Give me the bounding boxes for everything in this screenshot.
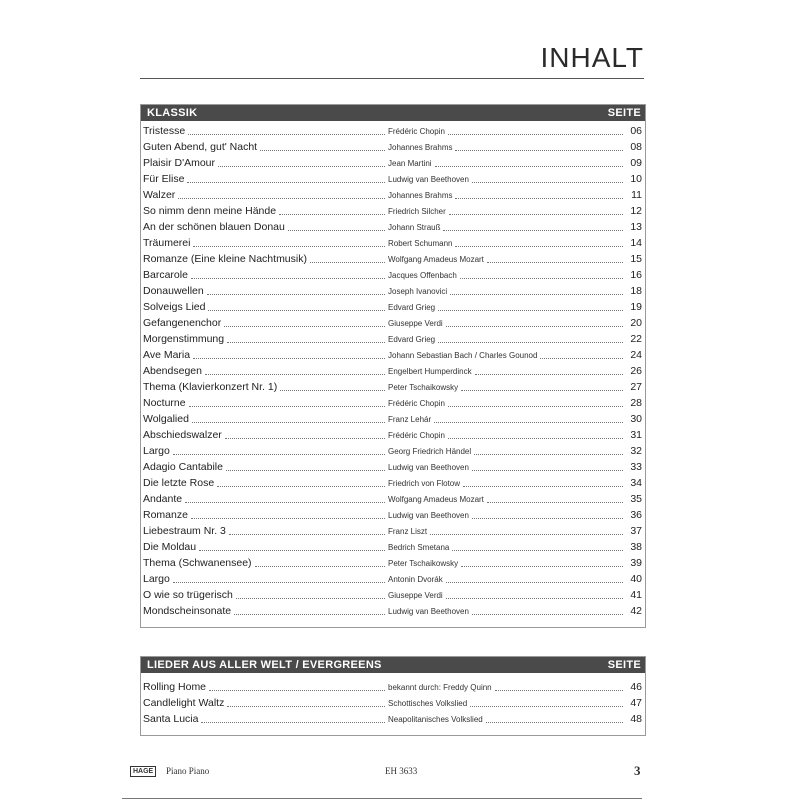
toc-list xyxy=(141,673,645,727)
dot-leader xyxy=(255,566,385,567)
dot-leader xyxy=(178,198,385,199)
dot-leader xyxy=(189,406,385,407)
toc-row xyxy=(143,555,642,571)
composer: Edvard Grieg xyxy=(388,302,436,312)
page-number: 3 xyxy=(634,763,641,778)
toc-row xyxy=(143,571,642,587)
dot-leader xyxy=(173,582,385,583)
composer-column xyxy=(388,397,642,409)
dot-leader xyxy=(201,722,385,723)
page-footer xyxy=(0,763,800,786)
toc-row xyxy=(143,491,642,507)
page-ref: 14 xyxy=(630,237,642,249)
piece-title: Largo xyxy=(143,445,170,457)
composer: Jacques Offenbach xyxy=(388,270,457,280)
series-name: Piano Piano xyxy=(166,766,210,776)
page-ref: 19 xyxy=(630,301,642,313)
composer: Engelbert Humperdinck xyxy=(388,366,472,376)
dot-leader xyxy=(472,470,623,471)
section-klassik xyxy=(140,104,646,628)
bottom-rule xyxy=(122,798,642,799)
dot-leader xyxy=(229,534,385,535)
toc-row xyxy=(143,123,642,139)
composer-column xyxy=(388,429,642,441)
page-ref: 16 xyxy=(630,269,642,281)
title-column xyxy=(143,237,388,249)
dot-leader xyxy=(461,566,623,567)
composer: Johannes Brahms xyxy=(388,142,453,152)
page-ref: 15 xyxy=(630,253,642,265)
dot-leader xyxy=(434,422,623,423)
toc-row xyxy=(143,331,642,347)
dot-leader xyxy=(224,326,385,327)
dot-leader xyxy=(472,518,623,519)
toc-row xyxy=(143,459,642,475)
piece-title: Santa Lucia xyxy=(143,713,199,725)
toc-row xyxy=(143,679,642,695)
section-header xyxy=(141,105,645,121)
piece-title: Romanze (Eine kleine Nachtmusik) xyxy=(143,253,307,265)
title-divider xyxy=(140,78,644,79)
composer-column xyxy=(388,697,642,709)
composer-column xyxy=(388,237,642,249)
title-column xyxy=(143,365,388,377)
composer-column xyxy=(388,173,642,185)
page-ref: 35 xyxy=(630,493,642,505)
composer-column xyxy=(388,477,642,489)
title-column xyxy=(143,493,388,505)
piece-title: Romanze xyxy=(143,509,188,521)
title-column xyxy=(143,605,388,617)
dot-leader xyxy=(209,690,385,691)
title-column xyxy=(143,301,388,313)
composer: Neapolitanisches Volkslied xyxy=(388,714,483,724)
page-ref: 08 xyxy=(630,141,642,153)
section-lieder xyxy=(140,656,646,736)
piece-title: Largo xyxy=(143,573,170,585)
composer: Johann Strauß xyxy=(388,222,441,232)
composer-column xyxy=(388,317,642,329)
dot-leader xyxy=(487,502,623,503)
title-column xyxy=(143,541,388,553)
composer-column xyxy=(388,381,642,393)
piece-title: Guten Abend, gut' Nacht xyxy=(143,141,258,153)
composer: Wolfgang Amadeus Mozart xyxy=(388,494,484,504)
composer-column xyxy=(388,541,642,553)
page-ref: 33 xyxy=(630,461,642,473)
composer: Ludwig van Beethoven xyxy=(388,174,469,184)
toc-row xyxy=(143,203,642,219)
composer: Frédéric Chopin xyxy=(388,430,445,440)
piece-title: Die Moldau xyxy=(143,541,197,553)
piece-title: Adagio Cantabile xyxy=(143,461,223,473)
composer: Johannes Brahms xyxy=(388,190,453,200)
title-column xyxy=(143,557,388,569)
toc-row xyxy=(143,427,642,443)
page-ref: 34 xyxy=(630,477,642,489)
dot-leader xyxy=(495,690,623,691)
dot-leader xyxy=(455,246,623,247)
page-ref: 31 xyxy=(630,429,642,441)
composer: Peter Tschaikowsky xyxy=(388,382,459,392)
composer: Ludwig van Beethoven xyxy=(388,462,469,472)
title-column xyxy=(143,381,388,393)
dot-leader xyxy=(446,582,623,583)
toc-row xyxy=(143,267,642,283)
piece-title: Für Elise xyxy=(143,173,185,185)
dot-leader xyxy=(260,150,385,151)
page-ref: 47 xyxy=(630,697,642,709)
composer-column xyxy=(388,253,642,265)
dot-leader xyxy=(448,406,623,407)
page-ref: 36 xyxy=(630,509,642,521)
dot-leader xyxy=(207,294,385,295)
piece-title: Liebestraum Nr. 3 xyxy=(143,525,226,537)
page-ref: 37 xyxy=(630,525,642,537)
piece-title: An der schönen blauen Donau xyxy=(143,221,285,233)
title-column xyxy=(143,205,388,217)
title-column xyxy=(143,349,388,361)
toc-row xyxy=(143,539,642,555)
piece-title: Abendsegen xyxy=(143,365,202,377)
dot-leader xyxy=(191,278,385,279)
page-ref: 10 xyxy=(630,173,642,185)
composer: Joseph Ivanovici xyxy=(388,286,448,296)
toc-row xyxy=(143,219,642,235)
page-ref: 12 xyxy=(630,205,642,217)
piece-title: Abschiedswalzer xyxy=(143,429,222,441)
toc-row xyxy=(143,347,642,363)
piece-title: Gefangenenchor xyxy=(143,317,222,329)
piece-title: Barcarole xyxy=(143,269,188,281)
page-ref: 30 xyxy=(630,413,642,425)
piece-title: Thema (Schwanensee) xyxy=(143,557,252,569)
dot-leader xyxy=(446,326,623,327)
piece-title: Walzer xyxy=(143,189,176,201)
composer-column xyxy=(388,605,642,617)
toc-list xyxy=(141,121,645,619)
composer: Johann Sebastian Bach / Charles Gounod xyxy=(388,350,538,360)
title-column xyxy=(143,173,388,185)
toc-row xyxy=(143,475,642,491)
dot-leader xyxy=(448,438,623,439)
toc-row xyxy=(143,443,642,459)
composer-column xyxy=(388,333,642,345)
title-column xyxy=(143,333,388,345)
title-column xyxy=(143,269,388,281)
dot-leader xyxy=(218,166,385,167)
piece-title: Wolgalied xyxy=(143,413,189,425)
composer-column xyxy=(388,285,642,297)
composer-column xyxy=(388,413,642,425)
dot-leader xyxy=(487,262,623,263)
composer: Frédéric Chopin xyxy=(388,398,445,408)
dot-leader xyxy=(192,422,385,423)
dot-leader xyxy=(435,166,623,167)
dot-leader xyxy=(193,246,385,247)
piece-title: Mondscheinsonate xyxy=(143,605,232,617)
page-ref: 20 xyxy=(630,317,642,329)
title-column xyxy=(143,477,388,489)
toc-row xyxy=(143,523,642,539)
toc-row xyxy=(143,187,642,203)
title-column xyxy=(143,713,388,725)
title-column xyxy=(143,509,388,521)
page-ref: 22 xyxy=(630,333,642,345)
dot-leader xyxy=(199,550,385,551)
section-page-label: SEITE xyxy=(607,107,641,119)
dot-leader xyxy=(227,706,385,707)
toc-row xyxy=(143,587,642,603)
piece-title: Morgenstimmung xyxy=(143,333,225,345)
dot-leader xyxy=(475,374,623,375)
composer-column xyxy=(388,525,642,537)
composer: Giuseppe Verdi xyxy=(388,590,443,600)
composer: bekannt durch: Freddy Quinn xyxy=(388,682,492,692)
toc-row xyxy=(143,283,642,299)
page-ref: 13 xyxy=(630,221,642,233)
piece-title: Plaisir D'Amour xyxy=(143,157,216,169)
dot-leader xyxy=(185,502,385,503)
title-column xyxy=(143,397,388,409)
title-column xyxy=(143,697,388,709)
title-column xyxy=(143,157,388,169)
piece-title: Candlelight Waltz xyxy=(143,697,225,709)
title-column xyxy=(143,317,388,329)
piece-title: Solveigs Lied xyxy=(143,301,206,313)
composer: Giuseppe Verdi xyxy=(388,318,443,328)
dot-leader xyxy=(455,150,623,151)
piece-title: Tristesse xyxy=(143,125,186,137)
dot-leader xyxy=(288,230,385,231)
composer: Peter Tschaikowsky xyxy=(388,558,459,568)
composer-column xyxy=(388,189,642,201)
dot-leader xyxy=(470,706,623,707)
composer-column xyxy=(388,301,642,313)
composer: Antonin Dvorák xyxy=(388,574,443,584)
dot-leader xyxy=(461,390,623,391)
page-ref: 40 xyxy=(630,573,642,585)
composer-column xyxy=(388,141,642,153)
piece-title: Ave Maria xyxy=(143,349,191,361)
dot-leader xyxy=(455,198,623,199)
composer: Jean Martini xyxy=(388,158,432,168)
composer-column xyxy=(388,221,642,233)
page-ref: 06 xyxy=(630,125,642,137)
composer-column xyxy=(388,573,642,585)
dot-leader xyxy=(430,534,623,535)
page-ref: 46 xyxy=(630,681,642,693)
page-ref: 24 xyxy=(630,349,642,361)
dot-leader xyxy=(540,358,623,359)
dot-leader xyxy=(188,134,385,135)
dot-leader xyxy=(443,230,623,231)
title-column xyxy=(143,285,388,297)
dot-leader xyxy=(191,518,385,519)
page-ref: 11 xyxy=(631,189,642,201)
toc-row xyxy=(143,171,642,187)
dot-leader xyxy=(217,486,385,487)
composer: Ludwig van Beethoven xyxy=(388,606,469,616)
page-ref: 32 xyxy=(630,445,642,457)
dot-leader xyxy=(452,550,623,551)
composer-column xyxy=(388,589,642,601)
composer: Frédéric Chopin xyxy=(388,126,445,136)
page-ref: 26 xyxy=(630,365,642,377)
composer-column xyxy=(388,557,642,569)
composer: Georg Friedrich Händel xyxy=(388,446,472,456)
composer-column xyxy=(388,493,642,505)
dot-leader xyxy=(173,454,385,455)
toc-row xyxy=(143,155,642,171)
toc-row xyxy=(143,235,642,251)
title-column xyxy=(143,221,388,233)
dot-leader xyxy=(463,486,623,487)
page-title: INHALT xyxy=(540,42,644,73)
dot-leader xyxy=(472,614,623,615)
composer: Robert Schumann xyxy=(388,238,453,248)
title-column xyxy=(143,125,388,137)
composer-column xyxy=(388,681,642,693)
dot-leader xyxy=(310,262,385,263)
dot-leader xyxy=(225,438,385,439)
toc-row xyxy=(143,711,642,727)
page-ref: 18 xyxy=(630,285,642,297)
title-column xyxy=(143,573,388,585)
dot-leader xyxy=(187,182,385,183)
dot-leader xyxy=(193,358,385,359)
composer: Bedrich Smetana xyxy=(388,542,450,552)
page-ref: 38 xyxy=(630,541,642,553)
composer: Friedrich von Flotow xyxy=(388,478,461,488)
dot-leader xyxy=(208,310,385,311)
page-ref: 39 xyxy=(630,557,642,569)
toc-row xyxy=(143,315,642,331)
piece-title: Thema (Klavierkonzert Nr. 1) xyxy=(143,381,278,393)
piece-title: Andante xyxy=(143,493,183,505)
piece-title: O wie so trügerisch xyxy=(143,589,233,601)
page-ref: 48 xyxy=(630,713,642,725)
page-ref: 42 xyxy=(630,605,642,617)
composer: Friedrich Silcher xyxy=(388,206,446,216)
title-column xyxy=(143,589,388,601)
section-header xyxy=(141,657,645,673)
toc-row xyxy=(143,395,642,411)
dot-leader xyxy=(280,390,385,391)
title-column xyxy=(143,445,388,457)
section-page-label: SEITE xyxy=(607,659,641,671)
toc-row xyxy=(143,603,642,619)
page-ref: 41 xyxy=(630,589,642,601)
composer-column xyxy=(388,713,642,725)
dot-leader xyxy=(236,598,385,599)
composer: Ludwig van Beethoven xyxy=(388,510,469,520)
title-column xyxy=(143,189,388,201)
composer-column xyxy=(388,365,642,377)
composer-column xyxy=(388,461,642,473)
dot-leader xyxy=(438,342,623,343)
piece-title: Nocturne xyxy=(143,397,186,409)
composer: Franz Liszt xyxy=(388,526,428,536)
composer: Wolfgang Amadeus Mozart xyxy=(388,254,484,264)
dot-leader xyxy=(226,470,385,471)
title-column xyxy=(143,681,388,693)
composer-column xyxy=(388,269,642,281)
section-title: KLASSIK xyxy=(147,107,198,119)
piece-title: Die letzte Rose xyxy=(143,477,215,489)
page-ref: 27 xyxy=(630,381,642,393)
toc-row xyxy=(143,299,642,315)
composer-column xyxy=(388,125,642,137)
publisher-logo: HAGE xyxy=(130,766,156,777)
dot-leader xyxy=(450,294,623,295)
composer: Edvard Grieg xyxy=(388,334,436,344)
toc-row xyxy=(143,139,642,155)
dot-leader xyxy=(227,342,385,343)
composer-column xyxy=(388,445,642,457)
title-column xyxy=(143,141,388,153)
toc-row xyxy=(143,379,642,395)
dot-leader xyxy=(486,722,623,723)
title-column xyxy=(143,413,388,425)
piece-title: So nimm denn meine Hände xyxy=(143,205,277,217)
dot-leader xyxy=(279,214,385,215)
composer-column xyxy=(388,157,642,169)
dot-leader xyxy=(474,454,623,455)
dot-leader xyxy=(234,614,385,615)
title-column xyxy=(143,461,388,473)
toc-row xyxy=(143,411,642,427)
piece-title: Donauwellen xyxy=(143,285,204,297)
page-ref: 28 xyxy=(630,397,642,409)
piece-title: Träumerei xyxy=(143,237,191,249)
dot-leader xyxy=(460,278,623,279)
toc-row xyxy=(143,695,642,711)
composer-column xyxy=(388,349,642,361)
toc-row xyxy=(143,251,642,267)
dot-leader xyxy=(448,134,623,135)
dot-leader xyxy=(449,214,623,215)
dot-leader xyxy=(472,182,623,183)
edition-code: EH 3633 xyxy=(385,766,418,776)
dot-leader xyxy=(438,310,623,311)
section-title: LIEDER AUS ALLER WELT / EVERGREENS xyxy=(147,659,382,671)
title-column xyxy=(143,429,388,441)
piece-title: Rolling Home xyxy=(143,681,207,693)
dot-leader xyxy=(446,598,623,599)
composer-column xyxy=(388,509,642,521)
composer: Schottisches Volkslied xyxy=(388,698,468,708)
title-column xyxy=(143,253,388,265)
composer-column xyxy=(388,205,642,217)
title-column xyxy=(143,525,388,537)
composer: Franz Lehár xyxy=(388,414,432,424)
page-ref: 09 xyxy=(630,157,642,169)
toc-row xyxy=(143,363,642,379)
dot-leader xyxy=(205,374,385,375)
toc-row xyxy=(143,507,642,523)
